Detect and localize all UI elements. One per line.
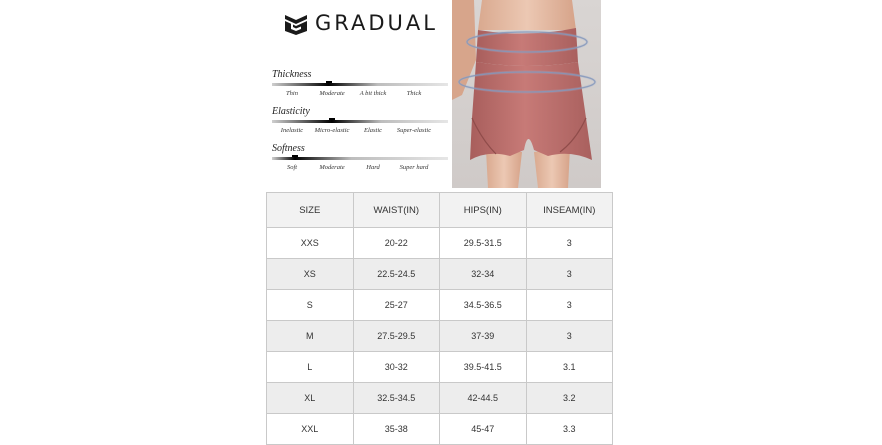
table-row [267,321,613,352]
table-row [267,259,613,290]
inseam-cell: 3.1 [526,352,613,383]
brand-logo [283,10,438,36]
waist-cell: 35-38 [353,414,440,445]
column-header-inseam: INSEAM(IN) [526,193,613,228]
table-row [267,383,613,414]
table-header-row [267,193,613,228]
shorts-illustration [452,0,601,188]
attribute-option: Thin [286,90,298,97]
inseam-cell: 3.2 [526,383,613,414]
attribute-option: Elastic [363,127,383,134]
column-header-waist: WAIST(IN) [353,193,440,228]
inseam-cell: 3 [526,290,613,321]
column-header-size: SIZE [267,193,354,228]
attribute-title: Thickness [272,69,312,80]
hips-cell: 45-47 [440,414,527,445]
attribute-option: Hard [366,164,380,171]
waist-cell: 20-22 [353,228,440,259]
waist-cell: 30-32 [353,352,440,383]
attribute-scale-bar [272,81,448,87]
product-photo [452,0,601,188]
gradual-logo-icon [283,11,309,35]
hips-cell: 34.5-36.5 [440,290,527,321]
table-row [267,290,613,321]
hips-cell: 42-44.5 [440,383,527,414]
column-header-hips: HIPS(IN) [440,193,527,228]
attribute-option: Super-elastic [396,127,432,134]
table-row [267,414,613,445]
size-cell: XXL [267,414,354,445]
attribute-option: Soft [286,164,298,171]
attribute-option: Inelastic [280,127,304,134]
inseam-cell: 3 [526,321,613,352]
size-cell: S [267,290,354,321]
waist-cell: 25-27 [353,290,440,321]
hips-cell: 29.5-31.5 [440,228,527,259]
size-cell: XL [267,383,354,414]
size-cell: XXS [267,228,354,259]
table-row [267,352,613,383]
attribute-option: Super hard [399,164,429,171]
size-chart-table [266,192,613,445]
waist-cell: 32.5-34.5 [353,383,440,414]
size-cell: XS [267,259,354,290]
attribute-option: Moderate [319,164,345,171]
attribute-scale-bar [272,118,448,124]
attribute-option: A bit thick [359,90,387,97]
inseam-cell: 3 [526,259,613,290]
attribute-softness [272,143,448,174]
waist-cell: 22.5-24.5 [353,259,440,290]
attribute-option: Thick [406,90,422,97]
inseam-cell: 3.3 [526,414,613,445]
waist-cell: 27.5-29.5 [353,321,440,352]
attribute-title: Elasticity [272,106,310,117]
brand-name: GRADUAL [315,11,438,35]
hips-cell: 39.5-41.5 [440,352,527,383]
hips-cell: 37-39 [440,321,527,352]
table-row [267,228,613,259]
size-cell: M [267,321,354,352]
attribute-scale-bar [272,155,448,161]
hips-cell: 32-34 [440,259,527,290]
attribute-elasticity [272,106,448,137]
attribute-title: Softness [272,143,305,154]
size-cell: L [267,352,354,383]
attribute-option: Moderate [319,90,345,97]
attribute-thickness [272,69,448,100]
attribute-option: Micro-elastic [314,127,350,134]
inseam-cell: 3 [526,228,613,259]
